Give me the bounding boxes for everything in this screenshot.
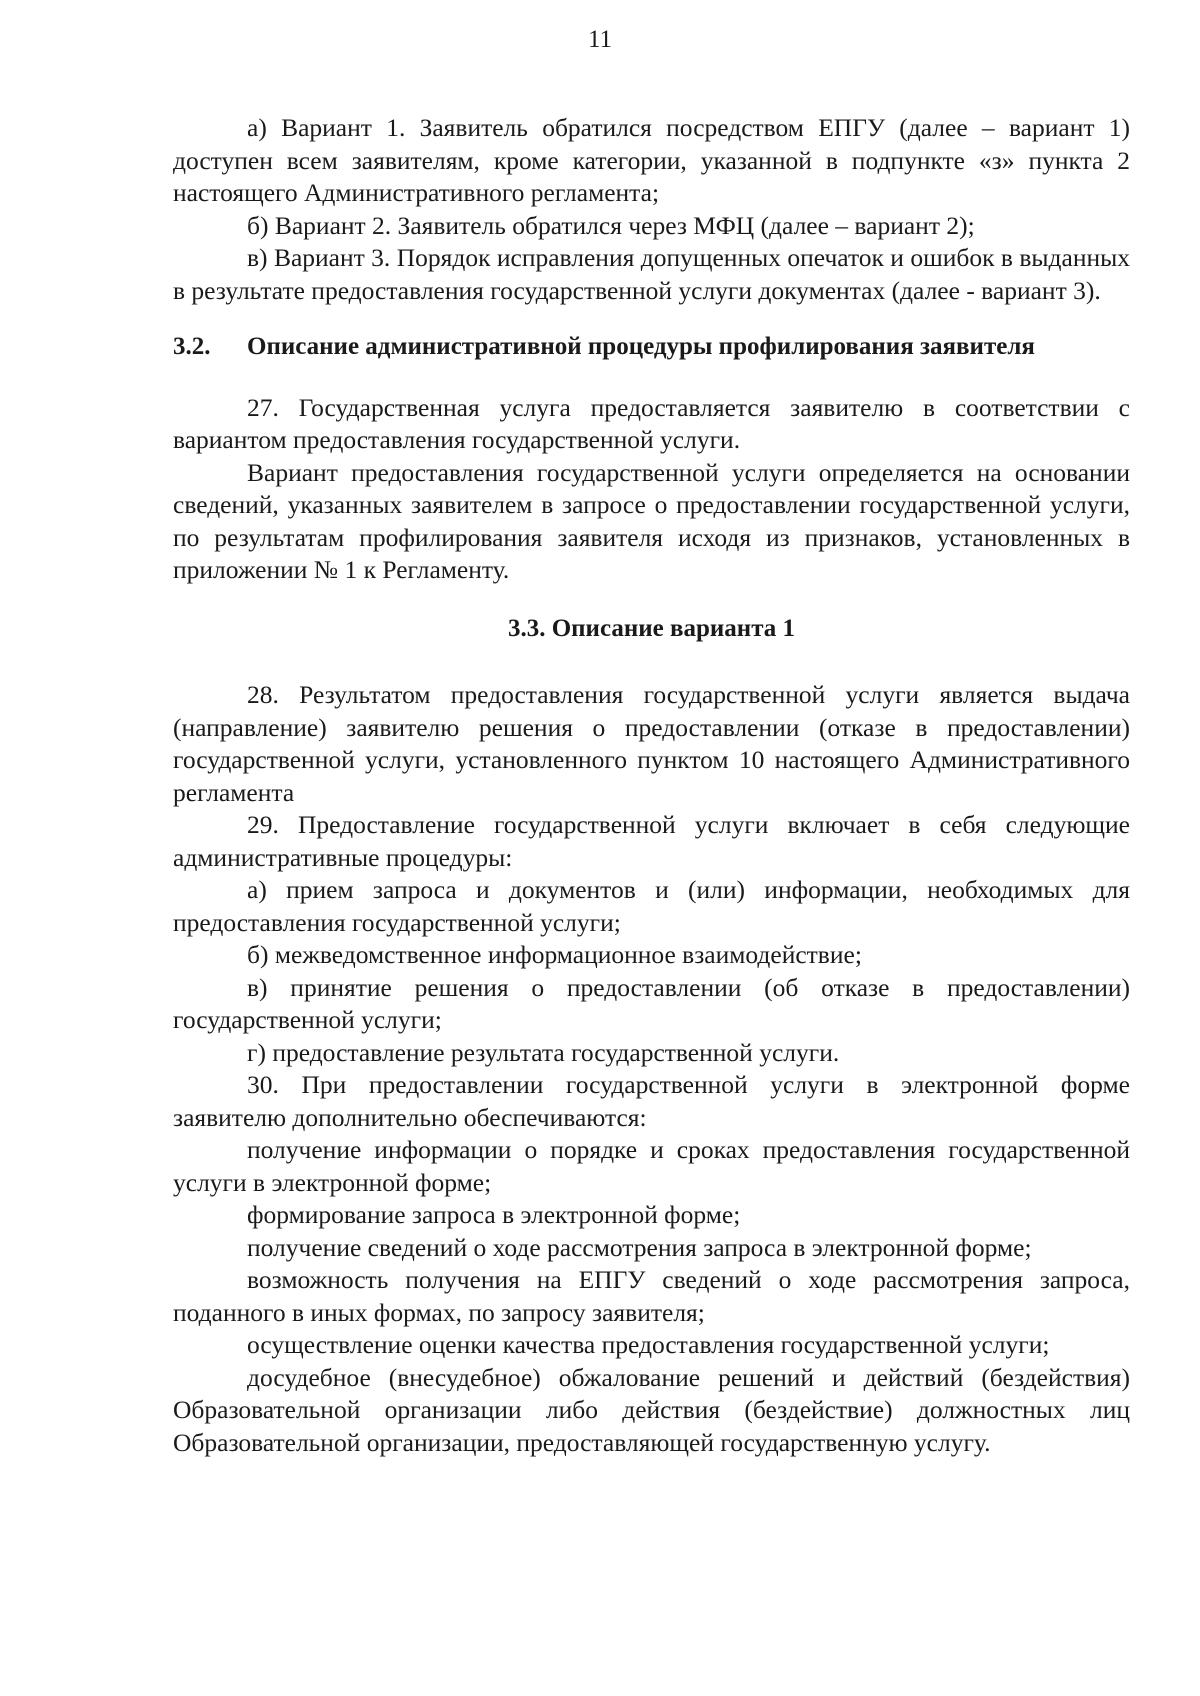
paragraph: в) Вариант 3. Порядок исправления допущенных опечаток и ошибок в выданных в результате предоставления государственной услуги документах (далее - вариант 3). (173, 243, 1130, 305)
section-heading-3-3: 3.3. Описание варианта 1 (507, 614, 796, 642)
paragraph: 29. Предоставление государственной услуги включает в себя следующие административные процедуры: (173, 810, 1130, 872)
section-title: Описание административной процедуры профилирования заявителя (247, 333, 1035, 360)
paragraph: б) Вариант 2. Заявитель обратился через МФЦ (далее – вариант 2); (247, 210, 975, 240)
section-heading-3-2 (173, 331, 1130, 364)
paragraph: б) межведомственное информационное взаимодействие; (247, 940, 862, 969)
paragraph: в) принятие решения о предоставлении (об отказе в предоставлении) государственной услуги; (173, 972, 1130, 1034)
paragraph: Вариант предоставления государственной услуги определяется на основании сведений, указанных заявителем в запросе о предоставлении государственной услуги, по результатам профилирования заявителя исходя из признаков, установленных в приложении № 1 к Регламенту. (173, 457, 1130, 584)
section-number: 3.2. (173, 333, 211, 360)
document-body (173, 112, 1130, 1459)
page-number: 11 (587, 26, 613, 53)
paragraph: г) предоставление результата государственной услуги. (247, 1037, 840, 1067)
paragraph: а) Вариант 1. Заявитель обратился посредством ЕПГУ (далее – вариант 1) доступен всем заявителям, кроме категории, указанной в подпункте «з» пункта 2 настоящего Административного регламента; (173, 113, 1130, 207)
paragraph: а) прием запроса и документов и (или) информации, необходимых для предоставления государственной услуги; (173, 875, 1130, 937)
paragraph: получение сведений о ходе рассмотрения запроса в электронной форме; (247, 1232, 1032, 1262)
paragraph: получение информации о порядке и сроках предоставления государственной услуги в электронной форме; (173, 1135, 1130, 1197)
paragraph: формирование запроса в электронной форме; (247, 1200, 741, 1229)
paragraph: досудебное (внесудебное) обжалование решений и действий (бездействия) Образовательной организации либо действия (бездействие) должностных лиц Образовательной организации, предоставляющей государственную услугу. (173, 1362, 1130, 1457)
paragraph: осуществление оценки качества предоставления государственной услуги; (247, 1330, 1050, 1359)
paragraph: 28. Результатом предоставления государственной услуги является выдача (направление) заявителю решения о предоставлении (отказе в предоставлении) государственной услуги, установленного пунктом 10 настоящего Административного регламента (173, 680, 1130, 807)
paragraph: 30. При предоставлении государственной услуги в электронной форме заявителю дополнительно обеспечиваются: (173, 1070, 1130, 1132)
paragraph: 27. Государственная услуга предоставляется заявителю в соответствии с вариантом предоставления государственной услуги. (173, 392, 1130, 454)
paragraph: возможность получения на ЕПГУ сведений о ходе рассмотрения запроса, поданного в иных формах, по запросу заявителя; (173, 1265, 1130, 1327)
